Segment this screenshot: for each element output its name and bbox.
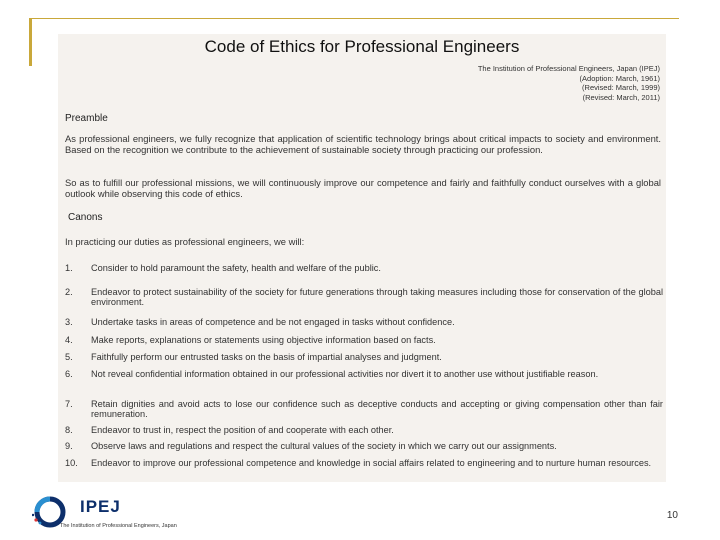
revision-date-1: (Revised: March, 1999)	[582, 83, 660, 92]
canon-number: 10.	[65, 458, 78, 468]
canon-item	[65, 425, 663, 435]
canon-item	[65, 369, 663, 379]
canon-number: 2.	[65, 287, 73, 297]
logo-subtitle: The Institution of Professional Engineers, Japan	[60, 523, 177, 529]
adoption-info	[478, 64, 660, 102]
logo-wordmark: IPEJ	[80, 497, 121, 516]
canon-number: 8.	[65, 425, 73, 435]
preamble-paragraph-1: As professional engineers, we fully recognize that application of scientific technology brings about critical impacts to society and environment. Based on the recognition we contribute to the achievement of sustainable society through practicing our profession.	[65, 133, 661, 155]
canon-text: Endeavor to trust in, respect the position of and cooperate with each other.	[91, 425, 394, 435]
canon-item	[65, 263, 663, 273]
accent-bar-vertical	[29, 18, 32, 66]
canon-number: 5.	[65, 352, 73, 362]
canon-item	[65, 352, 663, 362]
preamble-heading: Preamble	[65, 113, 108, 124]
canon-text: Not reveal confidential information obtained in our professional activities nor divert it to another use without justifiable reason.	[91, 369, 599, 379]
canon-item	[65, 399, 663, 420]
page-number: 10	[666, 510, 678, 521]
canon-item	[65, 317, 663, 327]
accent-line-horizontal	[29, 18, 679, 19]
canon-number: 7.	[65, 399, 73, 409]
revision-date-2: (Revised: March, 2011)	[582, 92, 660, 102]
preamble-paragraph-2: So as to fulfill our professional missions, we will continuously improve our competence and fairly and faithfully conduct ourselves with a global outlook while observing this code of ethics.	[65, 177, 661, 199]
canon-text: Retain dignities and avoid acts to lose our confidence such as deceptive conducts and accepting or giving compensation other than fair remuneration.	[91, 399, 663, 420]
canons-heading: Canons	[68, 212, 103, 223]
canon-text: Consider to hold paramount the safety, health and welfare of the public.	[91, 263, 381, 273]
canon-text: Faithfully perform our entrusted tasks on the basis of impartial analyses and judgment.	[91, 352, 442, 362]
canon-number: 3.	[65, 317, 73, 327]
canon-item	[65, 441, 663, 451]
canon-text: Undertake tasks in areas of competence and be not engaged in tasks without confidence.	[91, 317, 455, 327]
canon-number: 1.	[65, 263, 73, 273]
canon-text: Observe laws and regulations and respect the cultural values of the society in which we carry out our assignments.	[91, 441, 557, 451]
canon-text: Make reports, explanations or statements using objective information based on facts.	[91, 335, 436, 345]
canons-intro: In practicing our duties as professional engineers, we will:	[65, 236, 305, 247]
canon-number: 4.	[65, 335, 73, 345]
canon-number: 6.	[65, 369, 73, 379]
canon-item	[65, 458, 663, 468]
canon-item	[65, 287, 663, 308]
canon-text: Endeavor to protect sustainability of the society for future generations through taking measures including those for conservation of the global environment.	[91, 287, 663, 308]
canon-item	[65, 335, 663, 345]
document-title: Code of Ethics for Professional Engineers	[204, 37, 520, 56]
canon-text: Endeavor to improve our professional competence and knowledge in social affairs related to engineering and to nurture human resources.	[91, 458, 652, 468]
adoption-date: (Adoption: March, 1961)	[579, 73, 660, 83]
adoption-org: The Institution of Professional Engineers, Japan (IPEJ)	[477, 64, 660, 73]
code-of-ethics-document	[58, 34, 666, 482]
canon-number: 9.	[65, 441, 73, 451]
